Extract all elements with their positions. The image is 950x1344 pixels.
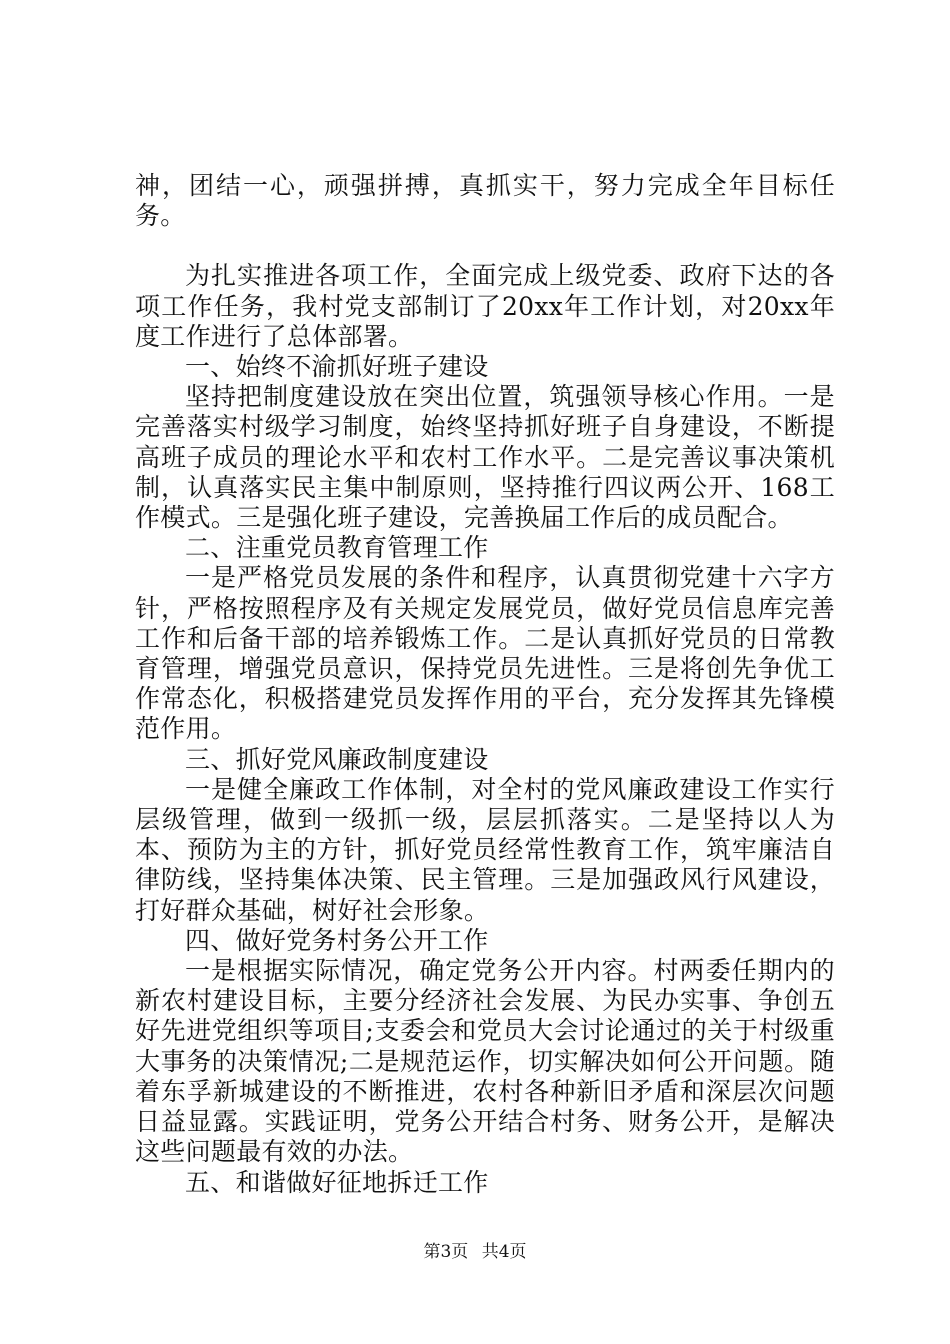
section-heading-2: 二、注重党员教育管理工作 [185, 533, 489, 563]
section-heading-1: 一、始终不渝抓好班子建设 [185, 352, 489, 382]
section-body-2: 一是严格党员发展的条件和程序，认真贯彻党建十六字方针，严格按照程序及有关规定发展党员，做好党员信息库完善工作和后备干部的培养锻炼工作。二是认真抓好党员的日常教育管理，增强党员意识，保持党员先进性。三是将创先争优工作常态化，积极搭建党员发挥作用的平台，充分发挥其先锋模范作用。 [135, 563, 835, 744]
section-heading-5: 五、和谐做好征地拆迁工作 [185, 1167, 489, 1197]
document-body [135, 171, 835, 1198]
page-total: 共4页 [481, 1242, 527, 1262]
section-body-3: 一是健全廉政工作体制，对全村的党风廉政建设工作实行层级管理，做到一级抓一级，层层抓落实。二是坚持以人为本、预防为主的方针，抓好党员经常性教育工作，筑牢廉洁自律防线，坚持集体决策、民主管理。三是加强政风行风建设，打好群众基础，树好社会形象。 [135, 774, 835, 925]
section-heading-3: 三、抓好党风廉政制度建设 [185, 744, 489, 774]
opening-line: 神，团结一心，顽强拼搏，真抓实干，努力完成全年目标任务。 [135, 171, 835, 231]
section-body-1: 坚持把制度建设放在突出位置，筑强领导核心作用。一是完善落实村级学习制度，始终坚持抓好班子自身建设，不断提高班子成员的理论水平和农村工作水平。二是完善议事决策机制，认真落实民主集中制原则，坚持推行四议两公开、168工作模式。三是强化班子建设，完善换届工作后的成员配合。 [135, 382, 835, 533]
section-heading-4: 四、做好党务村务公开工作 [185, 925, 489, 955]
page-footer [0, 1241, 950, 1263]
intro-paragraph: 为扎实推进各项工作，全面完成上级党委、政府下达的各项工作任务，我村党支部制订了20xx年工作计划，对20xx年度工作进行了总体部署。 [135, 261, 835, 351]
page-number: 第3页 [423, 1242, 469, 1262]
section-body-4: 一是根据实际情况，确定党务公开内容。村两委任期内的新农村建设目标，主要分经济社会发展、为民办实事、争创五好先进党组织等项目;支委会和党员大会讨论通过的关于村级重大事务的决策情况;二是规范运作，切实解决如何公开问题。随着东孚新城建设的不断推进，农村各种新旧矛盾和深层次问题日益显露。实践证明，党务公开结合村务、财务公开，是解决这些问题最有效的办法。 [135, 956, 835, 1167]
